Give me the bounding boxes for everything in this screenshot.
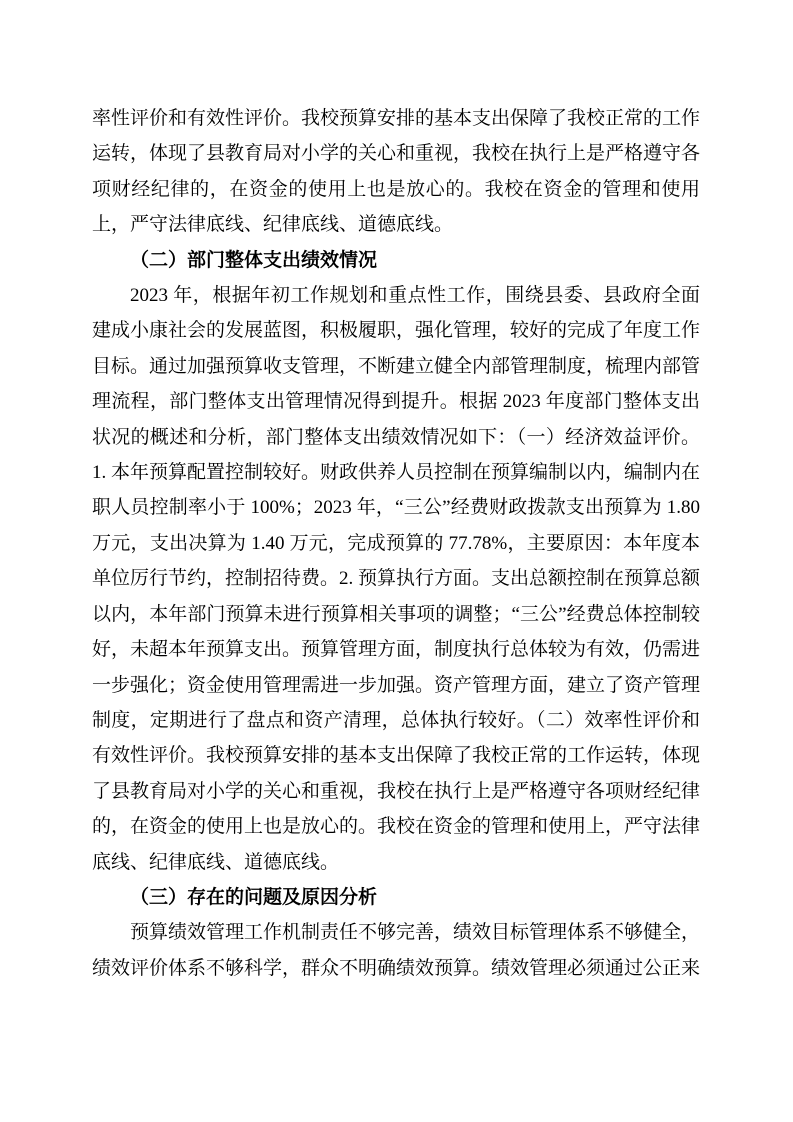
document-body — [92, 101, 700, 986]
body-paragraph: 2023 年，根据年初工作规划和重点性工作，围绕县委、县政府全面建成小康社会的发展蓝图，积极履职，强化管理，较好的完成了年度工作目标。通过加强预算收支管理，不断建立健全内部管理制度，梳理内部管理流程，部门整体支出管理情况得到提升。根据 2023 年度部门整体支出状况的概述和分析，部门整体支出绩效情况如下：（一）经济效益评价。1. 本年预算配置控制较好。财政供养人员控制在预算编制以内，编制内在职人员控制率小于 100%；2023 年，“三公”经费财政拨款支出预算为 1.80 万元，支出决算为 1.40 万元，完成预算的 77.78%，主要原因：本年度本单位厉行节约，控制招待费。2. 预算执行方面。支出总额控制在预算总额以内，本年部门预算未进行预算相关事项的调整；“三公”经费总体控制较好，未超本年预算支出。预算管理方面，制度执行总体较为有效，仍需进一步强化；资金使用管理需进一步加强。资产管理方面，建立了资产管理制度，定期进行了盘点和资产清理，总体执行较好。（二）效率性评价和有效性评价。我校预算安排的基本支出保障了我校正常的工作运转，体现了县教育局对小学的关心和重视，我校在执行上是严格遵守各项财经纪律的，在资金的使用上也是放心的。我校在资金的管理和使用上，严守法律底线、纪律底线、道德底线。 — [92, 285, 701, 873]
section-heading-3: （三）存在的问题及原因分析 — [130, 886, 378, 908]
body-paragraph: 预算绩效管理工作机制责任不够完善，绩效目标管理体系不够健全，绩效评价体系不够科学，群众不明确绩效预算。绩效管理必须通过公正来 — [92, 922, 701, 979]
body-paragraph: 率性评价和有效性评价。我校预算安排的基本支出保障了我校正常的工作运转，体现了县教育局对小学的关心和重视，我校在执行上是严格遵守各项财经纪律的，在资金的使用上也是放心的。我校在资金的管理和使用上，严守法律底线、纪律底线、道德底线。 — [92, 108, 701, 236]
section-heading-2: （二）部门整体支出绩效情况 — [130, 249, 378, 271]
